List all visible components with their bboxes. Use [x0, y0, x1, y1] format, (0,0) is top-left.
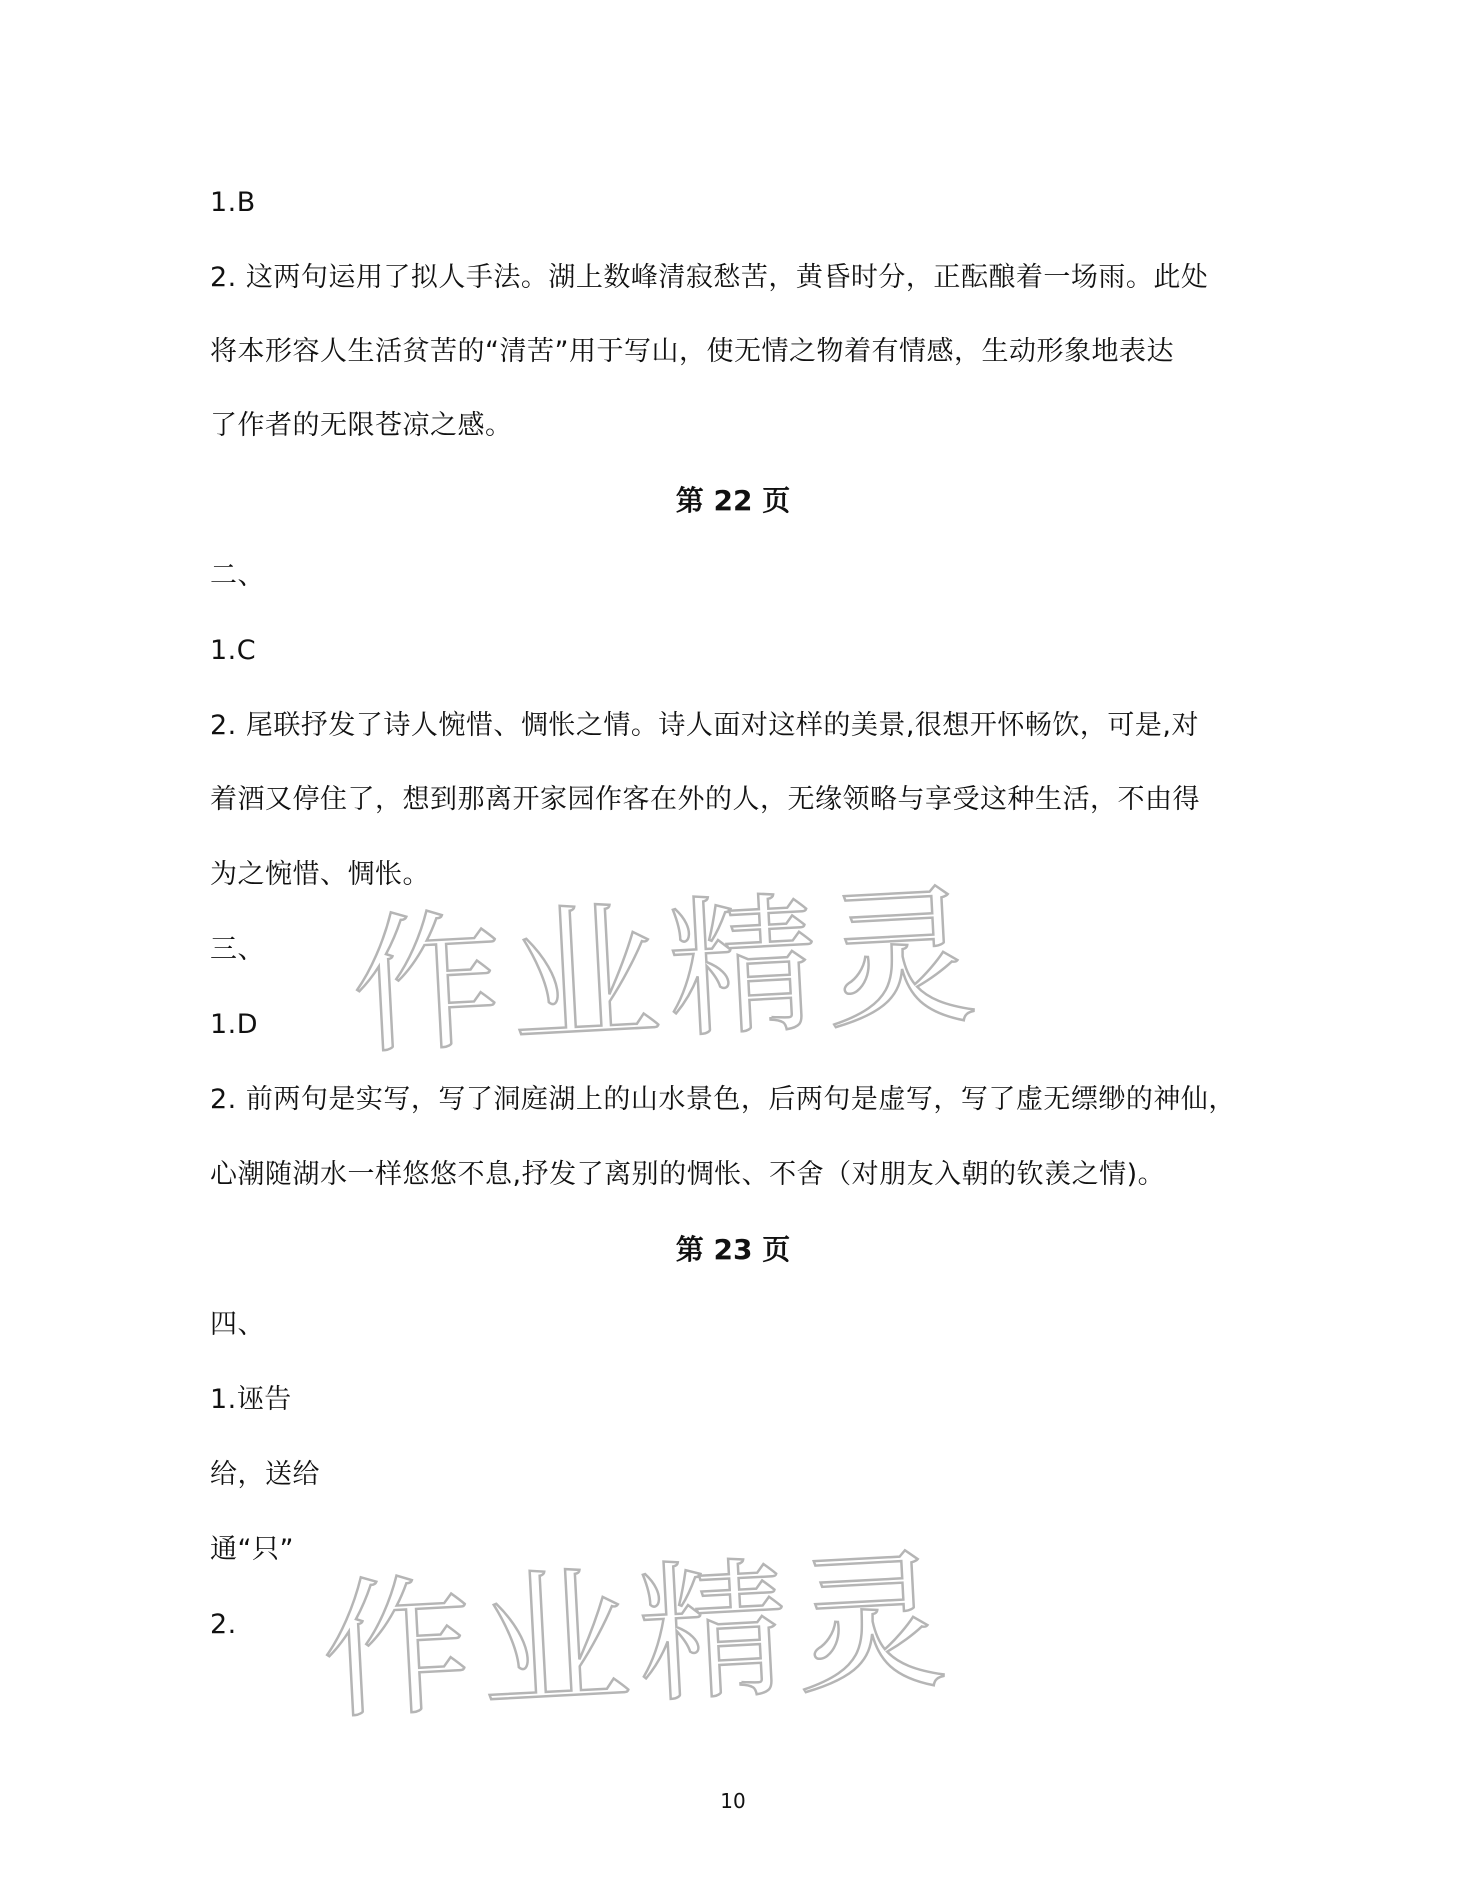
answer-line: 2.	[210, 1609, 237, 1640]
page-heading: 第 23 页	[675, 1233, 791, 1266]
answer-line: 1.C	[210, 635, 257, 666]
answer-line: 1.诬告	[210, 1384, 292, 1415]
answer-line: 给，送给	[210, 1459, 320, 1490]
page-number: 10	[720, 1789, 746, 1813]
section-label: 三、	[210, 934, 265, 965]
answer-line: 为之惋惜、惆怅。	[210, 859, 430, 890]
answer-line: 通“只”	[210, 1534, 294, 1565]
watermark-text: 作业精灵	[317, 1534, 959, 1741]
section-label: 四、	[210, 1309, 265, 1340]
watermark-text: 作业精灵	[347, 869, 989, 1076]
answer-line: 着酒又停住了，想到那离开家园作客在外的人，无缘领略与享受这种生活，不由得	[210, 784, 1200, 815]
answer-line: 2. 尾联抒发了诗人惋惜、惆怅之情。诗人面对这样的美景,很想开怀畅饮，可是,对	[210, 710, 1200, 741]
answer-line: 将本形容人生活贫苦的“清苦”用于写山，使无情之物着有情感，生动形象地表达	[210, 336, 1174, 367]
page-heading: 第 22 页	[675, 484, 791, 517]
answer-line: 1.B	[210, 187, 256, 218]
section-label: 二、	[210, 560, 265, 591]
answer-line: 心潮随湖水一样悠悠不息,抒发了离别的惆怅、不舍（对朋友入朝的钦羡之情)。	[210, 1159, 1166, 1190]
answer-line: 2. 这两句运用了拟人手法。湖上数峰清寂愁苦，黄昏时分，正酝酿着一场雨。此处	[210, 262, 1209, 293]
answer-line: 1.D	[210, 1009, 259, 1040]
answer-line: 了作者的无限苍凉之感。	[210, 410, 513, 441]
answer-line: 2. 前两句是实写，写了洞庭湖上的山水景色，后两句是虚写，写了虚无缥缈的神仙，	[210, 1084, 1236, 1115]
